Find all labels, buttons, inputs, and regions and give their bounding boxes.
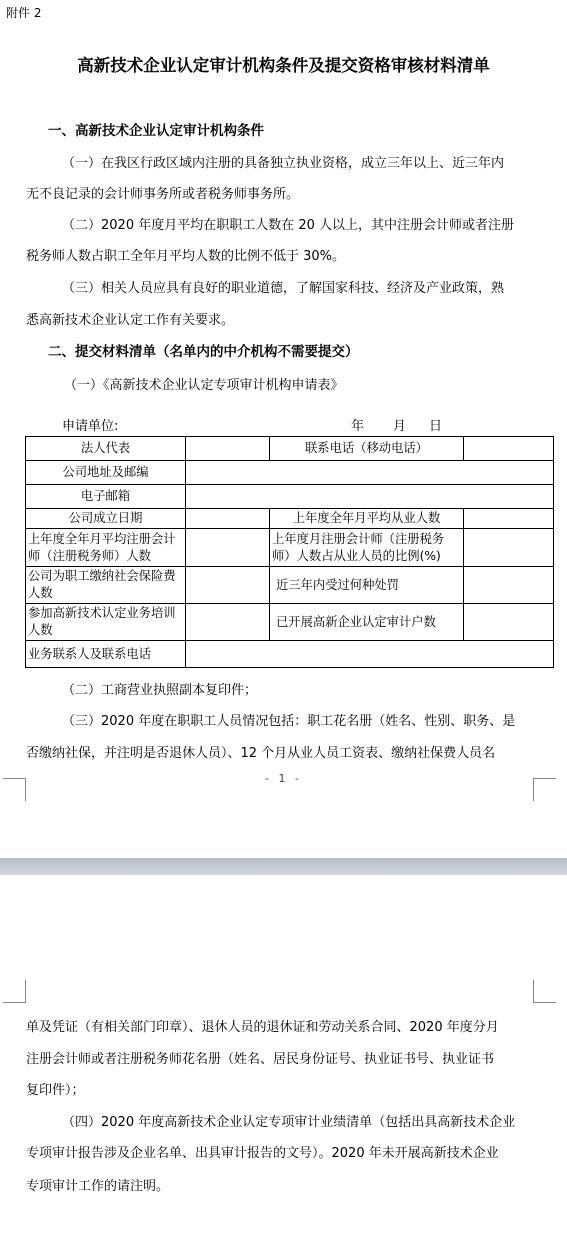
document-page-2 xyxy=(0,875,567,1237)
page-gap xyxy=(0,858,567,875)
label-penalties: 近三年内受过何种处罚 xyxy=(270,567,464,604)
subsection-1-title: （一）《高新技术企业认定专项审计机构申请表》 xyxy=(64,378,344,393)
paragraph-line: 专项审计工作的请注明。 xyxy=(26,1179,170,1194)
field-training-count[interactable] xyxy=(186,604,270,641)
field-business-contact[interactable] xyxy=(186,641,554,668)
date-day-label: 日 xyxy=(429,419,443,434)
crop-mark xyxy=(3,980,26,1003)
paragraph-line: 复印件）； xyxy=(26,1083,85,1098)
paragraph-line: 否缴纳社保，并注明是否退休人员）、12 个月从业人员工资表、缴纳社保费人员名 xyxy=(26,746,496,761)
applicant-label: 申请单位: xyxy=(62,419,119,434)
field-avg-employees[interactable] xyxy=(464,509,554,529)
paragraph-line: 注册会计师或者注册税务师花名册（姓名、居民身份证号、执业证书号、执业证书 xyxy=(26,1052,495,1067)
date-month-label: 月 xyxy=(393,419,407,434)
paragraph-line: （二）2020 年度月平均在职职工人数在 20 人以上，其中注册会计师或者注册 xyxy=(62,218,515,233)
paragraph-line: 专项审计报告涉及企业名单、出具审计报告的文号）。2020 年未开展高新技术企业 xyxy=(26,1146,499,1161)
table-row xyxy=(26,437,554,461)
field-avg-cpa-count[interactable] xyxy=(186,529,270,567)
date-year-label: 年 xyxy=(351,419,365,434)
label-founding-date: 公司成立日期 xyxy=(26,509,186,529)
label-cpa-ratio: 上年度月注册会计师（注册税务师）人数占从业人员的比例(%) xyxy=(270,529,464,567)
table-row xyxy=(26,529,554,567)
field-email[interactable] xyxy=(186,485,554,509)
paragraph-line: （四）2020 年度高新技术企业认定专项审计业绩清单（包括出具高新技术企业 xyxy=(62,1115,516,1130)
label-email: 电子邮箱 xyxy=(26,485,186,509)
label-avg-cpa-count: 上年度全年月平均注册会计师（注册税务师）人数 xyxy=(26,529,186,567)
crop-mark xyxy=(3,778,26,801)
table-row xyxy=(26,461,554,485)
paragraph-line: （二）工商营业执照副本复印件； xyxy=(62,683,258,698)
paragraph-line: （三）2020 年度在职职工人员情况包括：职工花名册（姓名、性别、职务、是 xyxy=(62,714,516,729)
field-audit-count[interactable] xyxy=(464,604,554,641)
document-title: 高新技术企业认定审计机构条件及提交资格审核材料清单 xyxy=(77,56,490,75)
label-address-postcode: 公司地址及邮编 xyxy=(26,461,186,485)
section-2-heading: 二、提交材料清单（名单内的中介机构不需要提交） xyxy=(48,344,359,360)
label-social-insurance-count: 公司为职工缴纳社会保险费人数 xyxy=(26,567,186,604)
crop-mark xyxy=(533,980,556,1003)
label-audit-count: 已开展高新企业认定审计户数 xyxy=(270,604,464,641)
field-contact-phone[interactable] xyxy=(464,437,554,461)
table-row xyxy=(26,509,554,529)
paragraph-line: 无不良记录的会计师事务所或者税务师事务所。 xyxy=(26,187,300,202)
application-form-table xyxy=(25,436,554,668)
table-row xyxy=(26,485,554,509)
page-number: - 1 - xyxy=(265,772,302,785)
field-founding-date[interactable] xyxy=(186,509,270,529)
paragraph-line: 悉高新技术企业认定工作有关要求。 xyxy=(26,313,235,328)
label-business-contact: 业务联系人及联系电话 xyxy=(26,641,186,668)
table-row xyxy=(26,567,554,604)
table-row xyxy=(26,641,554,668)
section-1-heading: 一、高新技术企业认定审计机构条件 xyxy=(48,123,264,139)
paragraph-line: 单及凭证（有相关部门印章）、退休人员的退休证和劳动关系合同、2020 年度分月 xyxy=(26,1020,499,1035)
field-penalties[interactable] xyxy=(464,567,554,604)
table-row xyxy=(26,604,554,641)
paragraph-line: （一）在我区行政区域内注册的具备独立执业资格，成立三年以上、近三年内 xyxy=(62,156,505,171)
field-legal-rep[interactable] xyxy=(186,437,270,461)
paragraph-line: 税务师人数占职工全年月平均人数的比例不低于 30%。 xyxy=(26,249,346,264)
label-training-count: 参加高新技术认定业务培训人数 xyxy=(26,604,186,641)
field-cpa-ratio[interactable] xyxy=(464,529,554,567)
paragraph-line: （三）相关人员应具有良好的职业道德，了解国家科技、经济及产业政策，熟 xyxy=(62,281,505,296)
label-legal-rep: 法人代表 xyxy=(26,437,186,461)
attachment-label: 附件 2 xyxy=(6,6,42,20)
label-contact-phone: 联系电话（移动电话） xyxy=(270,437,464,461)
label-avg-employees: 上年度全年月平均从业人数 xyxy=(270,509,464,529)
field-address-postcode[interactable] xyxy=(186,461,554,485)
crop-mark xyxy=(533,778,556,801)
field-social-insurance-count[interactable] xyxy=(186,567,270,604)
